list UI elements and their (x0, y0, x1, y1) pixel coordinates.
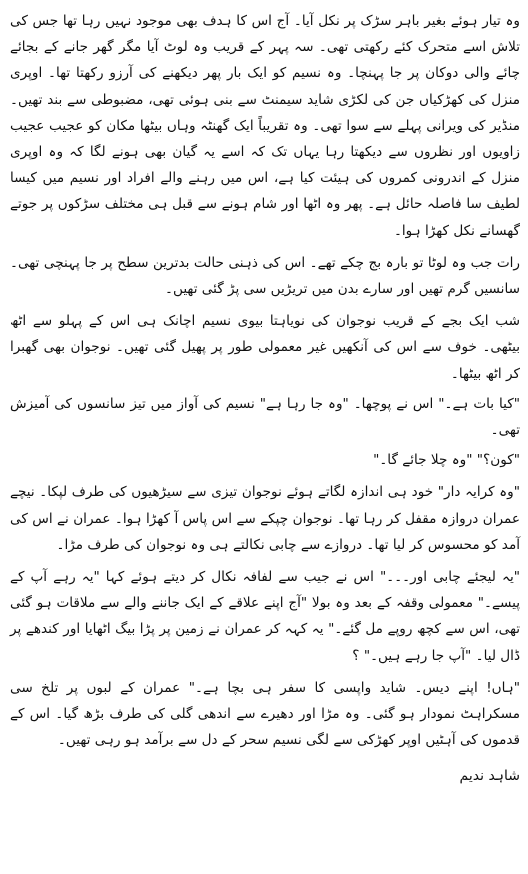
paragraph-7: "یہ لیجئے چابی اور۔۔۔" اس نے جیب سے لفافہ نکال کر دیتے ہوئے کہا "یہ رہے آپ کے پیسے۔" معمولی وقفہ کے بعد وہ بولا "آج اپنے علاقے کے ایک جاننے والے سے ملاقات ہو گئی تھی، اس سے کچھ روپے مل گئے۔" یہ کہہ کر عمران نے زمین پر پڑا بیگ اٹھایا اور کندھے پر ڈال لیا۔ "آپ جا رہے ہیں۔" ؟ (10, 569, 520, 664)
paragraph-6: "وہ کرایہ دار" خود ہی اندازہ لگاتے ہوئے نوجوان تیزی سے سیڑھیوں کی طرف لپکا۔ نیچے عمران دروازہ مقفل کر رہا تھا۔ نوجوان چپکے سے اس پاس آ کھڑا ہوا۔ عمران نے اس کی آمد کو محسوس کر لیا تھا۔ دروازے سے چابی نکالتے ہی وہ نوجوان کی طرف مڑا۔ (10, 484, 520, 553)
paragraph-3: شب ایک بجے کے قریب نوجوان کی نویاہتا بیوی نسیم اچانک ہی اس کے پہلو سے اٹھ بیٹھی۔ خوف سے اس کی آنکھیں غیر معمولی طور پر پھیل گئی تھیں۔ نوجوان بھی گھبرا کر اٹھ بیٹھا۔ (10, 313, 520, 382)
paragraph-5: "کون؟" "وہ چلا جائے گا۔" (373, 452, 520, 469)
paragraph-4: "کیا بات ہے۔" اس نے پوچھا۔ "وہ جا رہا ہے" نسیم کی آواز میں تیز سانسوں کی آمیزش تھی۔ (10, 395, 520, 439)
paragraph-8: "ہاں! اپنے دیس۔ شاید واپسی کا سفر ہی بچا ہے۔" عمران کے لبوں پر تلخ سی مسکراہٹ نمودار ہو گئی۔ وہ مڑا اور دھیرے سے اندھی گلی کی طرف بڑھ گیا۔ اس کے قدموں کی آہٹیں اوپر کھڑکی سے لگی نسیم سحر کے دل سے برآمد ہو رہی تھیں۔ (10, 679, 520, 749)
paragraph-2: رات جب وہ لوٹا تو بارہ بج چکے تھے۔ اس کی ذہنی حالت بدترین سطح پر جا پہنچی تھی۔ سانسیں گرم تھیں اور سارے بدن میں تریڑیں سی پڑ گئی تھیں۔ (10, 254, 520, 298)
author-signature: شاہد ندیم (459, 768, 520, 785)
paragraph-1: وہ تیار ہوئے بغیر باہر سڑک پر نکل آیا۔ آج اس کا ہدف بھی موجود نہیں رہا تھا جس کی تلاش اسے متحرک کئے رکھتی تھی۔ سہ پہر کے قریب وہ لوٹ آیا مگر گھر جانے کے بجائے چائے والی دوکان پر جا پہنچا۔ وہ نسیم کو ایک بار پھر دیکھنے کی آرزو رکھتا تھا۔ اوپری منزل کی کھڑکیاں جن کی لکڑی شاید سیمنٹ سے بنی ہوئی تھی، مضبوطی سے بند تھیں۔ منڈیر کی ویرانی پہلے سے سوا تھی۔ وہ تقریباً ایک گھنٹہ وہاں بیٹھا مکان کو عجیب عجیب زاویوں اور نظروں سے دیکھتا رہا یہاں تک کہ اسے یہ گیان بھی ہونے لگا کہ وہ اوپری منزل کے اندرونی کمروں کی ہیئت کیا ہے، اس میں رہنے والے افراد اور نسیم میں کیسا لطیف سا فاصلہ حائل ہے۔ پھر وہ اٹھا اور شام ہونے سے قبل ہی مختلف سڑکوں پر جوتے گھسانے نکل کھڑا ہوا۔ (10, 13, 520, 239)
